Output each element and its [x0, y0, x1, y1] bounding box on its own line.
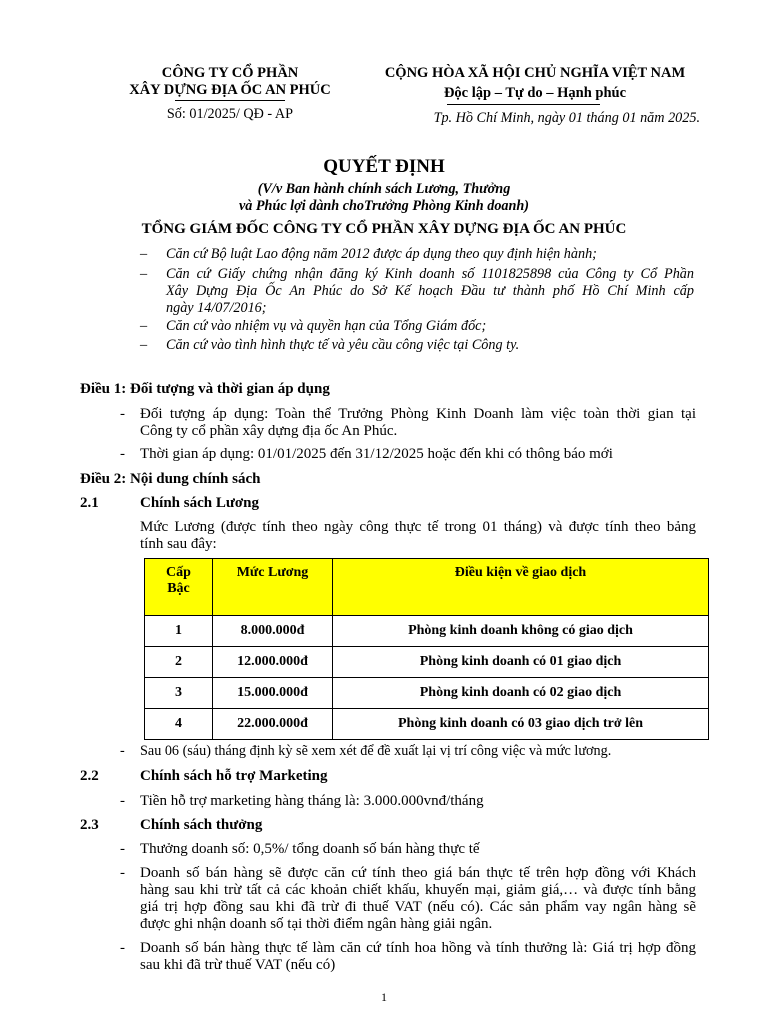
section-2-3-item-3-line1: Doanh số bán hàng thực tế làm căn cứ tính hoa hồng và tính thưởng là: Giá trị hợp đồng [140, 940, 696, 956]
base-item-2-line2: Xây Dựng Địa Ốc An Phúc do Sở Kế hoạch Đầu tư thành phố Hồ Chí Minh cấp [166, 283, 694, 299]
table-row [145, 647, 709, 678]
cell-condition: Phòng kinh doanh có 03 giao dịch trở lên [333, 709, 709, 740]
section-2-1-intro-line1: Mức Lương (được tính theo ngày công thực tế trong 01 tháng) và được tính theo bảng [140, 519, 696, 535]
article-1-heading: Điều 1: Đối tượng và thời gian áp dụng [80, 381, 330, 397]
cell-condition: Phòng kinh doanh không có giao dịch [333, 616, 709, 647]
item-dash: - [120, 743, 125, 759]
item-dash: - [120, 865, 125, 881]
article-1-item-1-line1: Đối tượng áp dụng: Toàn thể Trưởng Phòng Kinh Doanh làm việc toàn thời gian tại [140, 406, 696, 422]
item-dash: - [120, 841, 125, 857]
base-dash: – [140, 318, 148, 334]
section-2-2-item: Tiền hỗ trợ marketing hàng tháng là: 3.000.000vnđ/tháng [140, 793, 484, 809]
cell-level: 4 [145, 709, 213, 740]
section-2-3-item-3-line2: sau khi đã trừ thuế VAT (nếu có) [140, 957, 336, 973]
section-2-1-number: 2.1 [80, 495, 99, 511]
header-level [145, 559, 213, 616]
cell-salary: 22.000.000đ [213, 709, 333, 740]
article-2-heading: Điều 2: Nội dung chính sách [80, 471, 261, 487]
base-item-3: Căn cứ vào nhiệm vụ và quyền hạn của Tổng Giám đốc; [166, 318, 487, 334]
section-2-3-item-2-line4: được ghi nhận doanh số tại thời điểm ngân hàng giải ngân. [140, 916, 493, 932]
section-2-3-item-2-line2: hàng sau khi trừ tất cả các khoản chiết khấu, khuyến mại, giảm giá,… và được tính bằng [140, 882, 696, 898]
decision-subtitle-2: và Phúc lợi dành choTrưởng Phòng Kinh doanh) [238, 198, 530, 214]
page-number: 1 [381, 990, 387, 1004]
base-dash: – [140, 266, 148, 282]
nation-name: CỘNG HÒA XÃ HỘI CHỦ NGHĨA VIỆT NAM [384, 65, 686, 81]
cell-salary: 15.000.000đ [213, 678, 333, 709]
header-level-line2: Bậc [167, 581, 190, 596]
company-name-line2: XÂY DỰNG ĐỊA ỐC AN PHÚC [129, 82, 331, 98]
section-2-3-item-1: Thưởng doanh số: 0,5%/ tổng doanh số bán hàng thực tế [140, 841, 480, 857]
cell-level: 3 [145, 678, 213, 709]
section-2-1-note: Sau 06 (sáu) tháng định kỳ sẽ xem xét để đề xuất lại vị trí công việc và mức lương. [140, 743, 612, 759]
decision-subtitle-1: (V/v Ban hành chính sách Lương, Thưởng [257, 181, 511, 197]
item-dash: - [120, 940, 125, 956]
base-item-2-line3: ngày 14/07/2016; [166, 300, 267, 316]
article-1-item-1-line2: Công ty cổ phần xây dựng địa ốc An Phúc. [140, 423, 398, 439]
item-dash: - [120, 406, 125, 422]
section-2-2-number: 2.2 [80, 768, 99, 784]
document-number: Số: 01/2025/ QĐ - AP [166, 106, 294, 122]
base-dash: – [140, 246, 148, 262]
cell-condition: Phòng kinh doanh có 01 giao dịch [333, 647, 709, 678]
cell-level: 1 [145, 616, 213, 647]
section-2-3-title: Chính sách thưởng [140, 817, 263, 833]
item-dash: - [120, 793, 125, 809]
base-item-1: Căn cứ Bộ luật Lao động năm 2012 được áp dụng theo quy định hiện hành; [166, 246, 597, 262]
company-underline [175, 100, 285, 101]
company-name-line1: CÔNG TY CỔ PHẦN [161, 65, 299, 81]
base-item-2-line1: Căn cứ Giấy chứng nhận đăng ký Kinh doanh số 1101825898 của Công ty Cổ Phần [166, 266, 694, 282]
nation-motto: Độc lập – Tự do – Hạnh phúc [443, 85, 627, 101]
salary-table [144, 558, 709, 740]
table-header-row [145, 559, 709, 616]
section-2-3-number: 2.3 [80, 817, 99, 833]
place-date: Tp. Hồ Chí Minh, ngày 01 tháng 01 năm 2025. [433, 110, 700, 126]
header-level-line1: Cấp [166, 565, 191, 580]
table-row [145, 678, 709, 709]
article-1-item-2: Thời gian áp dụng: 01/01/2025 đến 31/12/2025 hoặc đến khi có thông báo mới [140, 446, 613, 462]
table-row [145, 709, 709, 740]
cell-salary: 8.000.000đ [213, 616, 333, 647]
issuing-authority: TỔNG GIÁM ĐỐC CÔNG TY CỔ PHẦN XÂY DỰNG ĐỊA ỐC AN PHÚC [141, 221, 627, 237]
base-dash: – [140, 337, 148, 353]
item-dash: - [120, 446, 125, 462]
table-row [145, 616, 709, 647]
header-salary: Mức Lương [213, 559, 333, 616]
cell-level: 2 [145, 647, 213, 678]
section-2-1-title: Chính sách Lương [140, 495, 260, 511]
cell-condition: Phòng kinh doanh có 02 giao dịch [333, 678, 709, 709]
section-2-3-item-2-line1: Doanh số bán hàng sẽ được căn cứ tính theo giá bán thực tế trên hợp đồng với Khách [140, 865, 696, 881]
cell-salary: 12.000.000đ [213, 647, 333, 678]
section-2-2-title: Chính sách hỗ trợ Marketing [140, 768, 328, 784]
header-condition: Điều kiện về giao dịch [333, 559, 709, 616]
section-2-1-intro-line2: tính sau đây: [140, 536, 217, 552]
base-item-4: Căn cứ vào tình hình thực tế và yêu cầu công việc tại Công ty. [166, 337, 520, 353]
decision-title: QUYẾT ĐỊNH [323, 156, 445, 177]
motto-underline [447, 104, 600, 105]
section-2-3-item-2-line3: giá trị hợp đồng sau khi đã trừ đi thuế VAT (nếu có). Các sản phẩm vay ngân hàng sẽ [140, 899, 696, 915]
